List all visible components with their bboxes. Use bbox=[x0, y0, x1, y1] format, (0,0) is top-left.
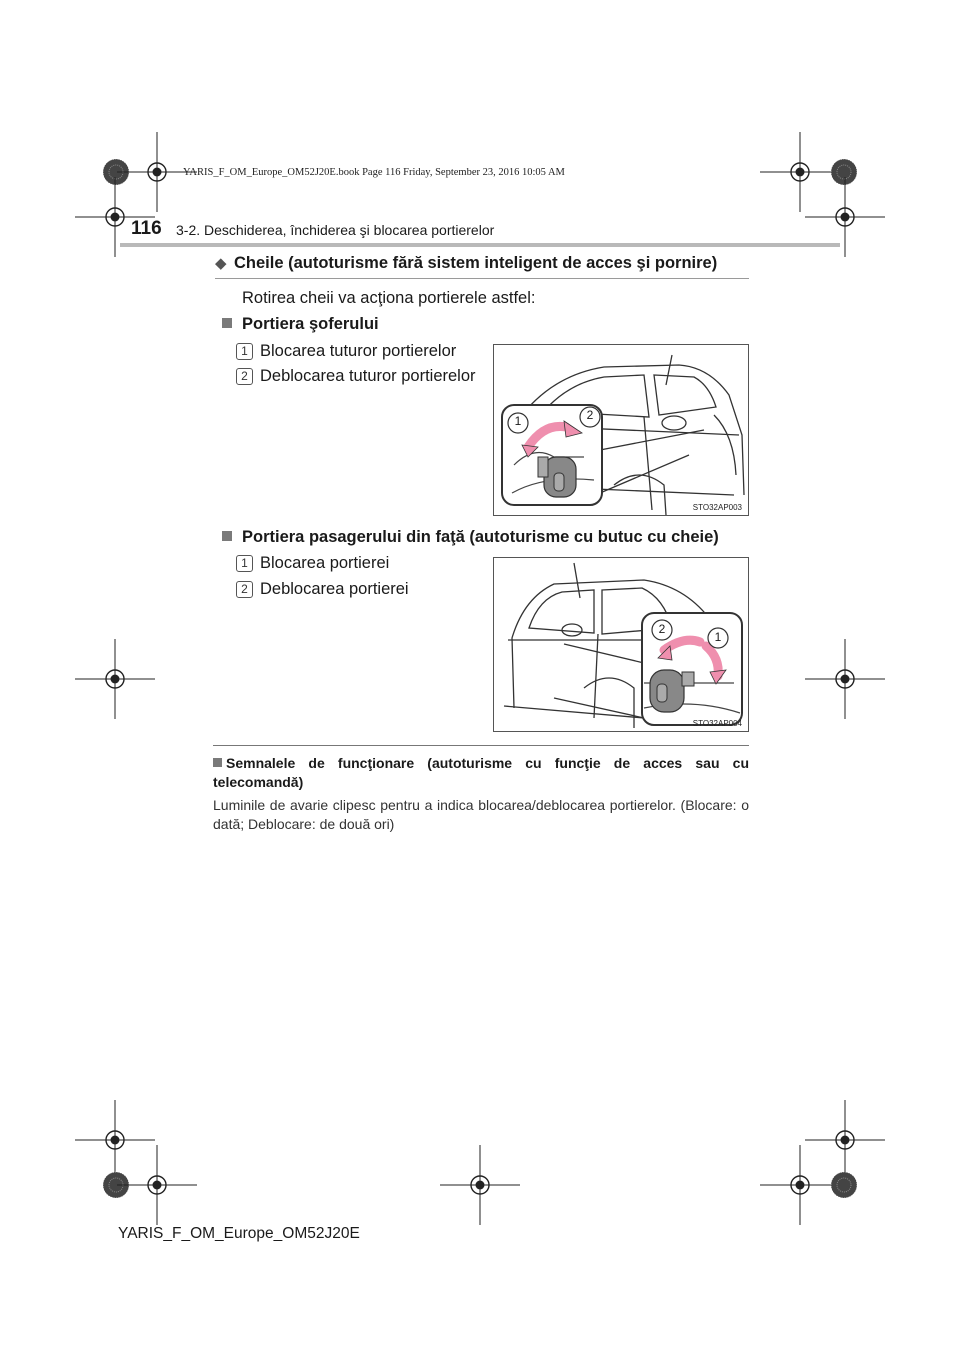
intro-text: Rotirea cheii va acţiona portierele astfel: bbox=[242, 289, 536, 307]
page-number: 116 bbox=[131, 218, 162, 239]
subsection-heading-text: Cheile (autoturisme fără sistem inteligent de acces şi pornire) bbox=[234, 254, 718, 272]
step-number-badge: 1 bbox=[236, 343, 253, 360]
driver-door-title bbox=[222, 315, 379, 334]
passenger-door-item-1 bbox=[236, 554, 389, 573]
square-bullet-icon bbox=[213, 758, 222, 767]
figure-code: STO32AP003 bbox=[692, 503, 742, 512]
note-rule bbox=[213, 745, 749, 746]
book-imprint-line: YARIS_F_OM_Europe_OM52J20E.book Page 116 Friday, September 23, 2016 10:05 AM bbox=[183, 167, 565, 178]
registration-cross-icon bbox=[75, 639, 155, 719]
square-bullet-icon bbox=[222, 531, 232, 541]
note-body: Luminile de avarie clipesc pentru a indica blocarea/deblocarea portierelor. (Blocare: o dată; Deblocare: de două ori) bbox=[213, 797, 749, 832]
step-number-badge: 2 bbox=[236, 368, 253, 385]
footer-doc-code: YARIS_F_OM_Europe_OM52J20E bbox=[118, 1225, 360, 1242]
driver-door-item-2-text: Deblocarea tuturor portierelor bbox=[260, 367, 476, 385]
passenger-door-item-1-text: Blocarea portierei bbox=[260, 554, 390, 572]
step-number-badge: 2 bbox=[236, 581, 253, 598]
header-rule bbox=[120, 243, 840, 247]
car-driver-door-key-icon bbox=[494, 345, 749, 516]
driver-door-illustration bbox=[493, 344, 749, 516]
registration-cross-icon bbox=[117, 1145, 197, 1225]
figure-callout-number: 2 bbox=[586, 408, 594, 422]
figure-callout-number: 1 bbox=[714, 630, 722, 644]
passenger-door-title-text: Portiera pasagerului din faţă (autoturisme cu butuc cu cheie) bbox=[242, 528, 719, 546]
note-title-text: Semnalele de funcţionare (autoturisme cu funcţie de acces sau cu telecomandă) bbox=[213, 755, 749, 790]
registration-cross-icon bbox=[760, 1145, 840, 1225]
subsection-heading bbox=[215, 254, 717, 273]
registration-cross-icon bbox=[440, 1145, 520, 1225]
heading-rule bbox=[215, 278, 749, 279]
driver-door-title-text: Portiera şoferului bbox=[242, 315, 379, 333]
car-passenger-door-key-icon bbox=[494, 558, 749, 732]
registration-cross-icon bbox=[760, 132, 840, 212]
figure-callout-number: 1 bbox=[514, 414, 522, 428]
driver-door-item-2 bbox=[236, 367, 476, 386]
figure-code: STO32AP004 bbox=[692, 719, 742, 728]
square-bullet-icon bbox=[222, 318, 232, 328]
passenger-door-illustration bbox=[493, 557, 749, 732]
section-title: 3-2. Deschiderea, închiderea şi blocarea portierelor bbox=[176, 222, 495, 238]
registration-cross-icon bbox=[805, 639, 885, 719]
driver-door-item-1 bbox=[236, 342, 456, 361]
figure-callout-number: 2 bbox=[658, 622, 666, 636]
passenger-door-item-2 bbox=[236, 580, 409, 599]
note-title bbox=[213, 754, 749, 792]
step-number-badge: 1 bbox=[236, 555, 253, 572]
registration-burst-icon bbox=[831, 1172, 857, 1198]
diamond-icon: ◆ bbox=[215, 255, 227, 272]
registration-burst-icon bbox=[831, 159, 857, 185]
driver-door-item-1-text: Blocarea tuturor portierelor bbox=[260, 342, 457, 360]
registration-cross-icon bbox=[75, 1100, 155, 1180]
registration-cross-icon bbox=[805, 1100, 885, 1180]
passenger-door-title bbox=[222, 528, 719, 547]
passenger-door-item-2-text: Deblocarea portierei bbox=[260, 580, 409, 598]
